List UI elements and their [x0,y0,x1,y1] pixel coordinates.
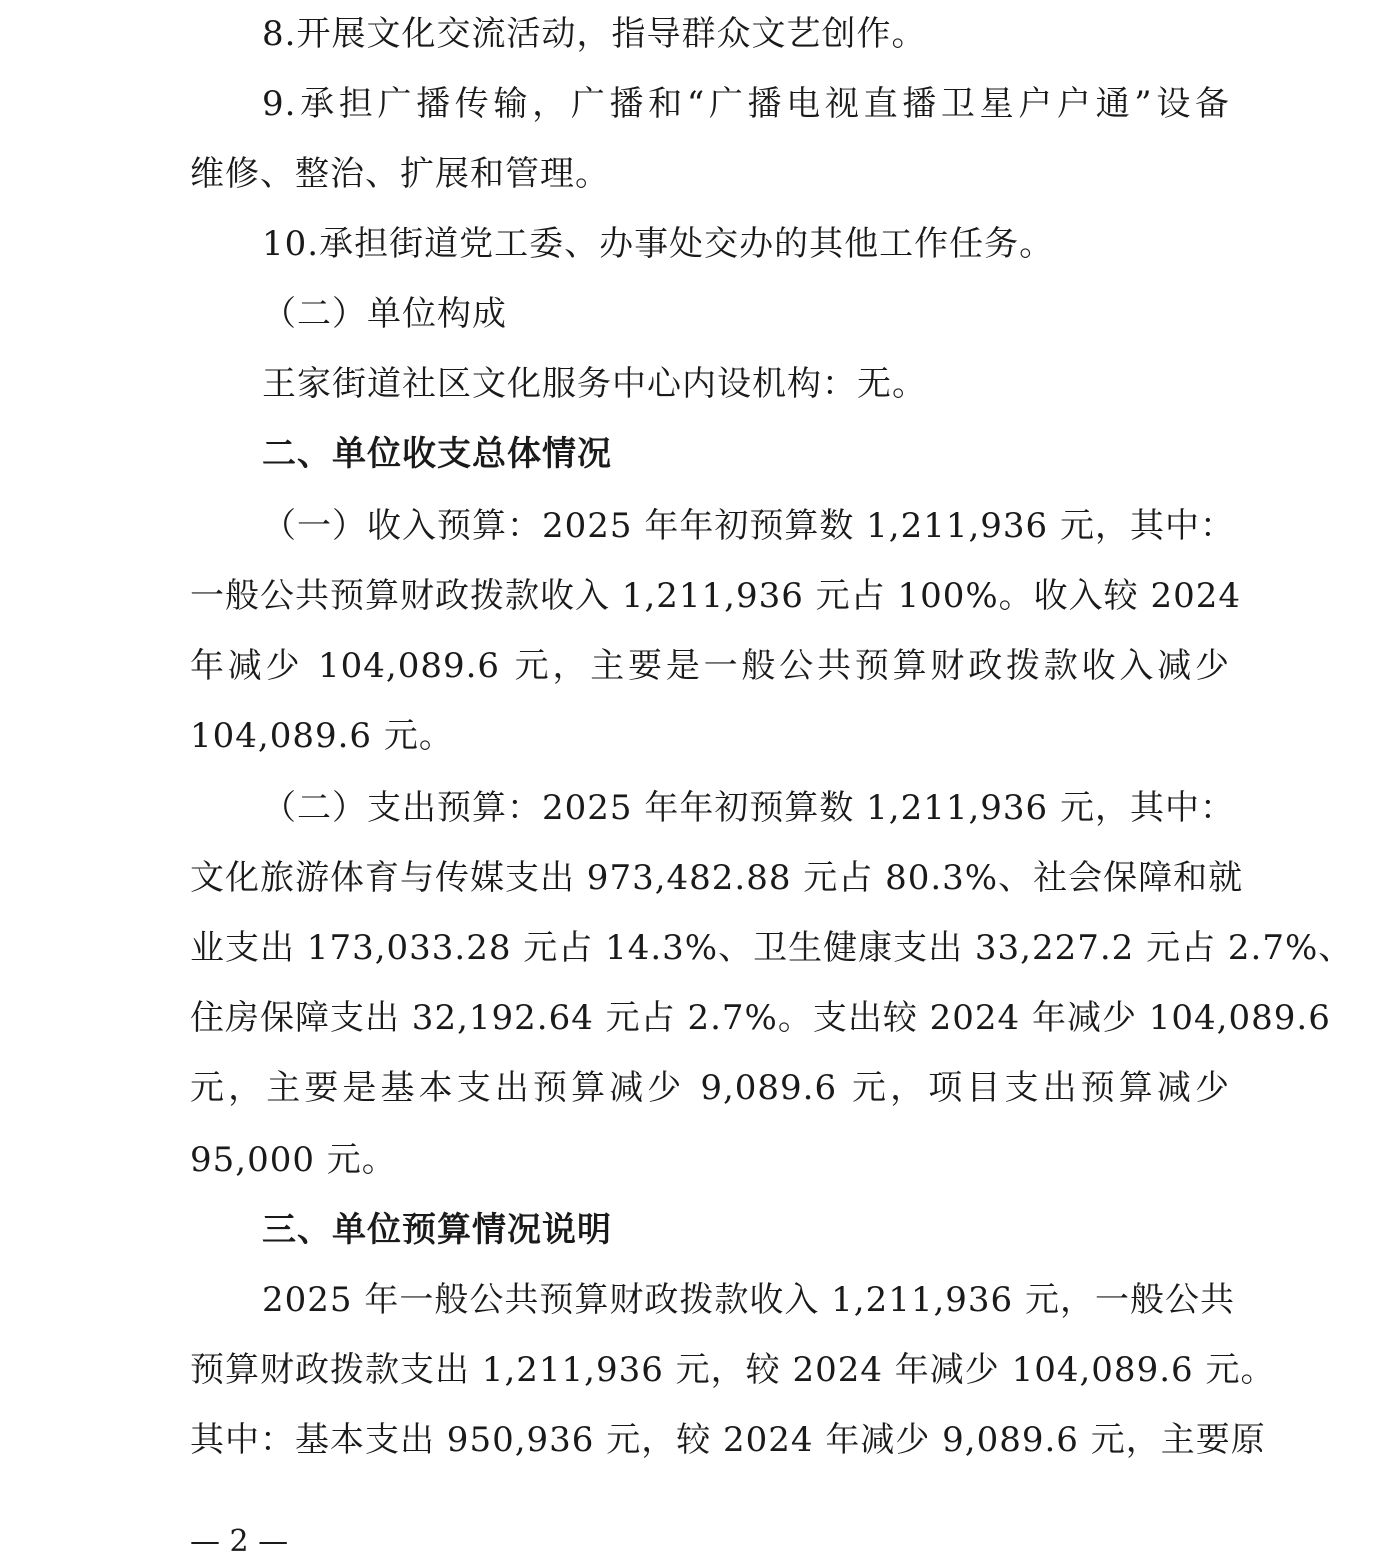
income-budget-line-3: 年减少 104,089.6 元，主要是一般公共预算财政拨款收入减少 [190,646,1230,686]
paragraph-internal-structure: 王家街道社区文化服务中心内设机构：无。 [262,364,927,404]
page-number: — 2 — [190,1524,289,1559]
budget-explanation-line-1: 2025 年一般公共预算财政拨款收入 1,211,936 元，一般公共 [262,1280,1235,1320]
budget-explanation-line-3: 其中：基本支出 950,936 元，较 2024 年减少 9,089.6 元，主要原 [190,1420,1266,1460]
expense-budget-line-1: （二）支出预算：2025 年年初预算数 1,211,936 元，其中： [262,788,1235,828]
expense-budget-line-4: 住房保障支出 32,192.64 元占 2.7%。支出较 2024 年减少 104,089.6 [190,998,1331,1038]
budget-explanation-line-2: 预算财政拨款支出 1,211,936 元，较 2024 年减少 104,089.6 元。 [190,1350,1276,1390]
income-budget-line-4: 104,089.6 元。 [190,716,454,756]
expense-budget-line-5: 元，主要是基本支出预算减少 9,089.6 元，项目支出预算减少 [190,1068,1230,1108]
income-budget-line-1: （一）收入预算：2025 年年初预算数 1,211,936 元，其中： [262,506,1235,546]
expense-budget-line-6: 95,000 元。 [190,1140,397,1180]
paragraph-item-8: 8.开展文化交流活动，指导群众文艺创作。 [262,14,927,54]
income-budget-line-2: 一般公共预算财政拨款收入 1,211,936 元占 100%。收入较 2024 [190,576,1241,616]
subheading-unit-composition: （二）单位构成 [262,294,507,334]
section-heading-2: 二、单位收支总体情况 [262,434,612,474]
section-heading-3: 三、单位预算情况说明 [262,1210,612,1250]
paragraph-item-9: 9.承担广播传输，广播和“广播电视直播卫星户户通”设备 [262,84,1230,124]
paragraph-item-10: 10.承担街道党工委、办事处交办的其他工作任务。 [262,224,1055,264]
expense-budget-line-3: 业支出 173,033.28 元占 14.3%、卫生健康支出 33,227.2 元占 2.7%、 [190,928,1354,968]
expense-budget-line-2: 文化旅游体育与传媒支出 973,482.88 元占 80.3%、社会保障和就 [190,858,1244,898]
paragraph-item-9-cont: 维修、整治、扩展和管理。 [190,154,610,194]
